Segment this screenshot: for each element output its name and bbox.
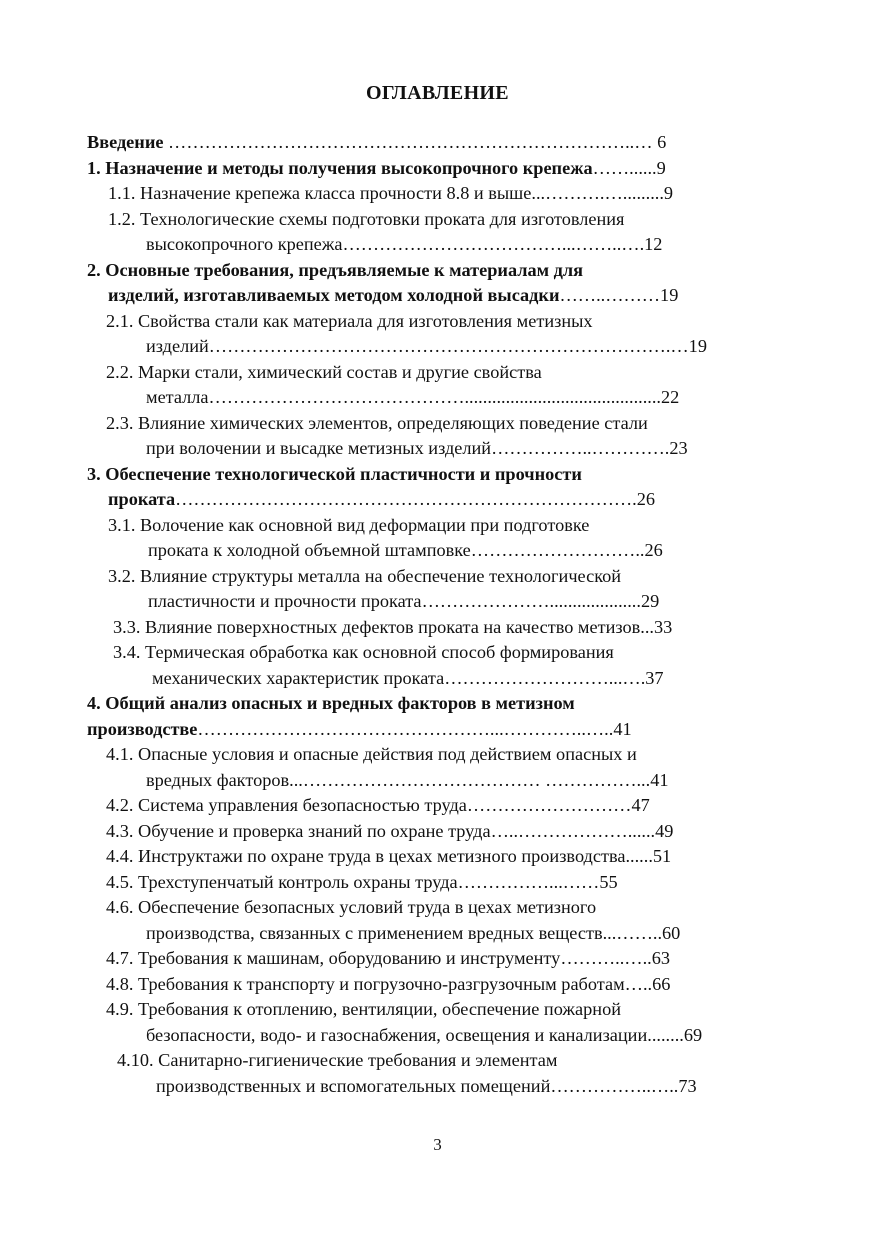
toc-entry-4-7 <box>106 947 670 969</box>
toc-entry-3-4 <box>113 641 614 663</box>
toc-entry-text: 4.10. Санитарно-гигиенические требования и элементам <box>117 1050 558 1070</box>
toc-entry-4-3 <box>106 820 673 842</box>
toc-page-number: 12 <box>644 234 663 254</box>
toc-entry-4-1 <box>106 743 637 765</box>
toc-entry-text: 2. Основные требования, предъявляемые к материалам для <box>87 260 584 280</box>
toc-entry-text: проката <box>108 489 176 509</box>
toc-entry-3-2 <box>108 565 621 587</box>
toc-leader-dots: ………………………...…. <box>444 668 646 688</box>
toc-entry-4-cont <box>87 718 632 740</box>
toc-leader-dots: ……………………… <box>466 795 632 815</box>
toc-page-number: 41 <box>650 770 669 790</box>
toc-entry-text: производственных и вспомогательных помещений <box>156 1076 551 1096</box>
toc-entry-text: высокопрочного крепежа <box>146 234 343 254</box>
toc-entry-introduction <box>87 131 666 153</box>
toc-page-number: 23 <box>669 438 688 458</box>
toc-entry-text: Введение <box>87 132 164 152</box>
toc-entry-4-10 <box>117 1049 557 1071</box>
toc-entry-text: 3.2. Влияние структуры металла на обеспечение технологической <box>108 566 622 586</box>
toc-page-number: 22 <box>661 387 680 407</box>
toc-entry-text: 3.1. Волочение как основной вид деформации при подготовке <box>108 515 590 535</box>
toc-entry-text: 3. Обеспечение технологической пластичности и прочности <box>87 464 582 484</box>
toc-page-number: 60 <box>662 923 681 943</box>
toc-entry-4-8 <box>106 973 670 995</box>
toc-entry-2-cont <box>108 284 678 306</box>
toc-entry-text: изделий <box>146 336 209 356</box>
toc-entry-text: 3.3. Влияние поверхностных дефектов проката на качество метизов <box>113 617 641 637</box>
page-number: 3 <box>433 1135 442 1154</box>
toc-page-number: 26 <box>644 540 663 560</box>
toc-page-number: 51 <box>652 846 672 866</box>
toc-leader-dots: ………………………………………………………………….… <box>208 336 689 356</box>
toc-entry-text: проката к холодной объемной штамповке <box>148 540 471 560</box>
toc-entry-3 <box>87 463 582 485</box>
toc-leader-dots: ........ <box>647 1025 684 1045</box>
toc-page-number: 6 <box>657 132 667 152</box>
toc-leader-dots: ……………..…………. <box>491 438 670 458</box>
toc-leader-dots: ...…….. <box>602 923 663 943</box>
toc-entry-1-2 <box>108 208 624 230</box>
toc-entry-text: производства, связанных с применением вредных веществ <box>146 923 603 943</box>
toc-entry-4-4 <box>106 845 671 867</box>
toc-entry-3-4-cont <box>152 667 664 689</box>
toc-entry-text: 1.1. Назначение крепежа класса прочности 8.8 и выше. <box>108 183 536 203</box>
toc-entry-2-2 <box>106 361 542 383</box>
toc-entry-1-2-cont <box>146 233 662 255</box>
toc-entry-2-3-cont <box>146 437 688 459</box>
toc-entry-text: вредных факторов. <box>146 770 294 790</box>
toc-entry-3-1-cont <box>148 539 663 561</box>
toc-entry-4-10-cont <box>156 1075 697 1097</box>
toc-entry-text: 4.8. Требования к транспорту и погрузочно-разгрузочным работам <box>106 974 625 994</box>
toc-page-number: 41 <box>613 719 632 739</box>
toc-page-number: 49 <box>655 821 674 841</box>
toc-entry-4-6-cont <box>146 922 680 944</box>
toc-entry-4-1-cont <box>146 769 668 791</box>
toc-leader-dots: …………………………………………………………………. <box>175 489 637 509</box>
toc-page-number: 9 <box>663 183 674 203</box>
toc-page-number: 26 <box>636 489 655 509</box>
toc-entry-text: безопасности, водо- и газоснабжения, освещения и канализации <box>146 1025 648 1045</box>
toc-entry-text: 2.1. Свойства стали как материала для изготовления метизных <box>106 311 593 331</box>
toc-leader-dots: ……………………….. <box>470 540 645 560</box>
toc-page-number: 19 <box>660 285 679 305</box>
toc-leader-dots: ….. <box>624 974 653 994</box>
toc-entry-2-1 <box>106 310 593 332</box>
toc-entry-2-2-cont <box>146 386 679 408</box>
toc-entry-text: изделий, изготавливаемых методом холодной высадки <box>108 285 560 305</box>
toc-entry-text: 1.2. Технологические схемы подготовки проката для изготовления <box>108 209 625 229</box>
toc-entry-text: 2.3. Влияние химических элементов, определяющих поведение стали <box>106 413 648 433</box>
toc-page-number: 19 <box>688 336 707 356</box>
toc-leader-dots: …………………………………………...…………..….. <box>197 719 614 739</box>
toc-entry-4-6 <box>106 896 596 918</box>
toc-page-number: 37 <box>645 668 664 688</box>
toc-entry-text: металла <box>146 387 209 407</box>
toc-entry-text: 4. Общий анализ опасных и вредных факторов в метизном <box>87 693 575 713</box>
toc-leader-dots: ……………...…… <box>457 872 600 892</box>
toc-entry-text: производстве <box>87 719 198 739</box>
toc-entry-2 <box>87 259 583 281</box>
toc-entry-3-1 <box>108 514 589 536</box>
toc-entry-text: 4.2. Система управления безопасностью труда <box>106 795 467 815</box>
toc-entry-text: 4.7. Требования к машинам, оборудованию и инструменту <box>106 948 561 968</box>
toc-page-number: 33 <box>654 617 673 637</box>
toc-page-number: 47 <box>631 795 650 815</box>
toc-leader-dots: ………..….. <box>560 948 652 968</box>
toc-leader-dots: …..………………...... <box>490 821 656 841</box>
toc-entry-text: 4.6. Обеспечение безопасных условий труда в цехах метизного <box>106 897 597 917</box>
toc-entry-1-1 <box>108 182 673 204</box>
toc-entry-2-3 <box>106 412 648 434</box>
toc-entry-3-2-cont <box>148 590 659 612</box>
toc-entry-text: пластичности и прочности проката <box>148 591 422 611</box>
toc-entry-4 <box>87 692 575 714</box>
toc-entry-text: механических характеристик проката <box>152 668 445 688</box>
toc-leader-dots: ... <box>640 617 654 637</box>
toc-entry-text: 4.4. Инструктажи по охране труда в цехах метизного производства <box>106 846 626 866</box>
toc-entry-1 <box>87 157 666 179</box>
toc-leader-dots: ………………………………...……..…. <box>342 234 645 254</box>
toc-entry-3-cont <box>108 488 655 510</box>
toc-page-number: 9 <box>656 158 666 178</box>
page-title: ОГЛАВЛЕНИЕ <box>366 82 509 104</box>
toc-entry-text: 4.5. Трехступенчатый контроль охраны труда <box>106 872 458 892</box>
toc-entry-4-9-cont <box>146 1024 702 1046</box>
toc-entry-4-2 <box>106 794 650 816</box>
toc-leader-dots: ...... <box>625 846 653 866</box>
toc-leader-dots: …………………………………………………………………..… <box>163 132 658 152</box>
toc-entry-text: 4.9. Требования к отоплению, вентиляции, обеспечение пожарной <box>106 999 621 1019</box>
toc-page-number: 66 <box>652 974 671 994</box>
toc-page-number: 69 <box>683 1025 703 1045</box>
toc-entry-text: 3.4. Термическая обработка как основной способ формирования <box>113 642 614 662</box>
toc-entry-text: 1. Назначение и методы получения высокопрочного крепежа <box>87 158 593 178</box>
toc-leader-dots: ……………..….. <box>550 1076 679 1096</box>
toc-leader-dots: ……………………………………........................................... <box>208 387 661 407</box>
toc-entry-text: 2.2. Марки стали, химический состав и другие свойства <box>106 362 542 382</box>
toc-page-number: 63 <box>651 948 670 968</box>
toc-entry-4-9 <box>106 998 621 1020</box>
toc-page-number: 73 <box>678 1076 697 1096</box>
toc-entry-2-1-cont <box>146 335 707 357</box>
toc-entry-4-5 <box>106 871 618 893</box>
toc-leader-dots: ..……….…......... <box>535 183 664 203</box>
toc-entry-text: при волочении и высадке метизных изделий <box>146 438 492 458</box>
toc-entry-text: 4.1. Опасные условия и опасные действия под действием опасных и <box>106 744 637 764</box>
toc-leader-dots: ……..……… <box>559 285 661 305</box>
toc-leader-dots: ..………………………………… ……………... <box>293 770 651 790</box>
toc-entry-text: 4.3. Обучение и проверка знаний по охране труда <box>106 821 491 841</box>
toc-page-number: 29 <box>640 591 660 611</box>
toc-page-number: 55 <box>599 872 618 892</box>
toc-leader-dots: ……...... <box>592 158 657 178</box>
toc-entry-3-3 <box>113 616 672 638</box>
toc-leader-dots: ………………….................... <box>421 591 641 611</box>
